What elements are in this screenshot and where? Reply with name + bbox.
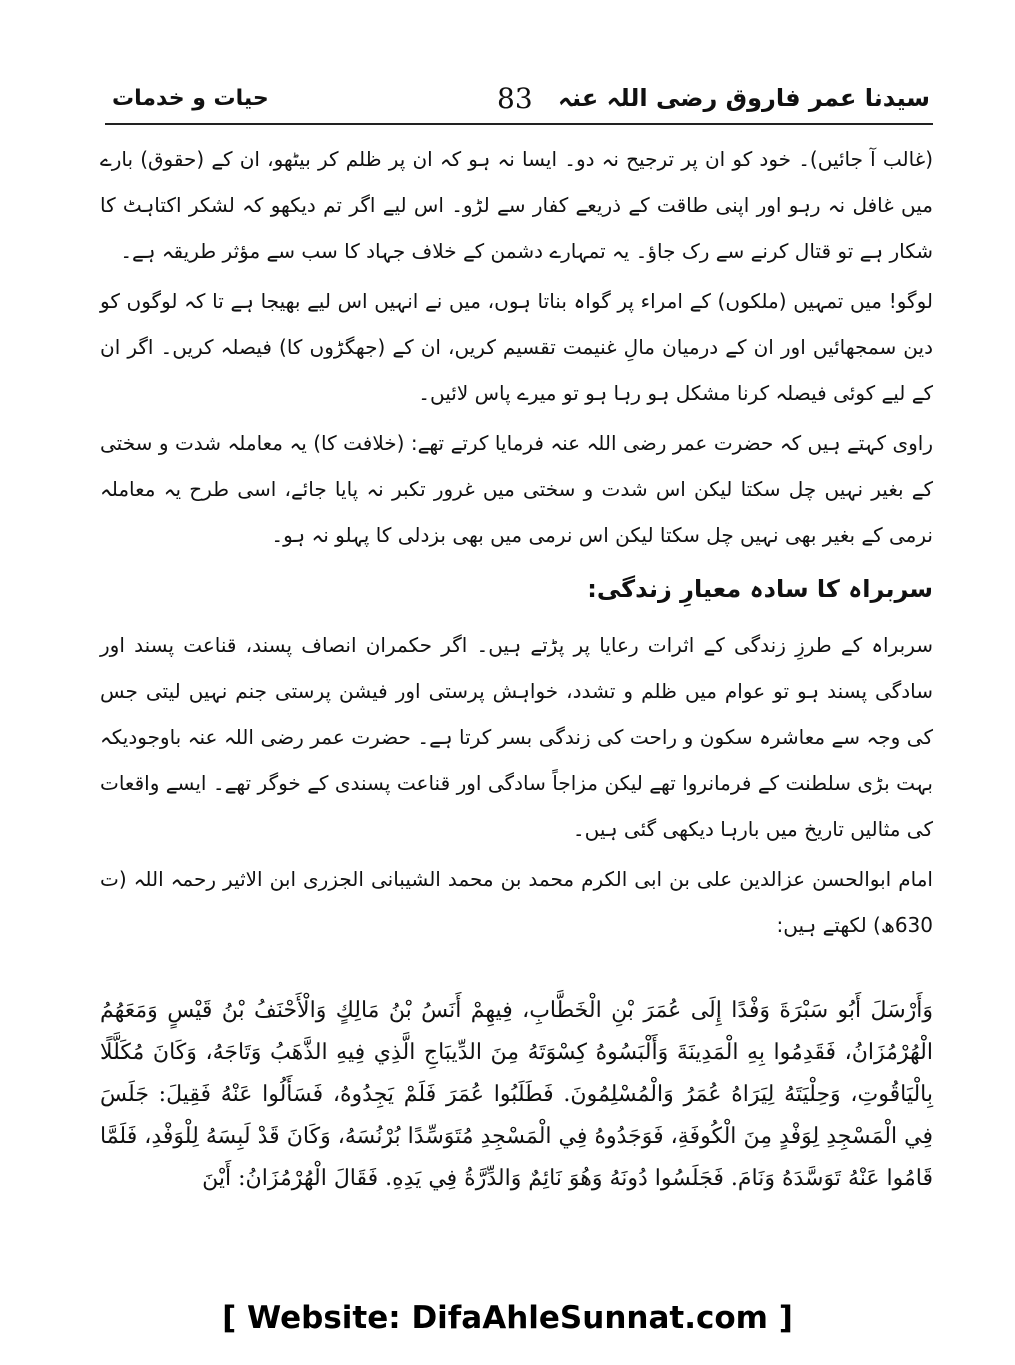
paragraph: لوگو! میں تمہیں (ملکوں) کے امراء پر گواہ بناتا ہوں، میں نے انہیں اس لیے بھیجا ہے تا کہ لوگوں کو دین سمجھائیں اور ان کے درمیان مالِ غنیمت تقسیم کریں، ان کے (جھگڑوں کا) فیصلہ کریں۔ اگر ان کے لیے کوئی فیصلہ کرنا مشکل ہو رہا ہو تو میرے پاس لائیں۔ bbox=[100, 289, 933, 405]
running-header bbox=[112, 78, 930, 118]
paragraph: راوی کہتے ہیں کہ حضرت عمر رضی اللہ عنہ فرمایا کرتے تھے: (خلافت کا) یہ معاملہ شدت و سختی کے بغیر نہیں چل سکتا لیکن اس شدت و سختی میں غرور تکبر نہ پایا جائے، اسی طرح یہ معاملہ نرمی کے بغیر بھی نہیں چل سکتا لیکن اس نرمی میں بھی بزدلی کا پہلو نہ ہو۔ bbox=[100, 431, 933, 547]
paragraph: امام ابوالحسن عزالدین علی بن ابی الکرم محمد بن محمد الشیبانی الجزری ابن الاثیر رحمہ اللہ (ت 630ھ) لکھتے ہیں: bbox=[100, 867, 933, 937]
section-heading: سربراہ کا سادہ معیارِ زندگی: bbox=[587, 575, 933, 603]
book-title: سیدنا عمر فاروق رضی اللہ عنہ bbox=[557, 84, 930, 112]
chapter-title: حیات و خدمات bbox=[112, 86, 269, 111]
paragraph: سربراہ کے طرزِ زندگی کے اثرات رعایا پر پڑتے ہیں۔ اگر حکمران انصاف پسند، قناعت پسند اور سادگی پسند ہو تو عوام میں ظلم و تشدد، خواہش پرستی اور فیشن پرستی جنم نہیں لیتی جس کی وجہ سے معاشرہ سکون و راحت کی زندگی بسر کرتا ہے۔ حضرت عمر رضی اللہ عنہ باوجودیکہ بہت بڑی سلطنت کے فرمانروا تھے لیکن مزاجاً سادگی اور قناعت پسندی کے خوگر تھے۔ ایسے واقعات کی مثالیں تاریخ میں بارہا دیکھی گئی ہیں۔ bbox=[100, 633, 933, 841]
body-text bbox=[100, 136, 933, 952]
website-footer: [ Website: DifaAhleSunnat.com ] bbox=[222, 1300, 793, 1336]
paragraph: (غالب آ جائیں)۔ خود کو ان پر ترجیح نہ دو۔ ایسا نہ ہو کہ ان پر ظلم کر بیٹھو، ان کے (حقوق) بارے میں غافل نہ رہو اور اپنی طاقت کے ذریعے کفار سے لڑو۔ اس لیے اگر تم دیکھو کہ لشکر اکتاہٹ کا شکار ہے تو قتال کرنے سے رک جاؤ۔ یہ تمہارے دشمن کے خلاف جہاد کا سب سے مؤثر طریقہ ہے۔ bbox=[100, 147, 934, 263]
page-number: 83 bbox=[497, 82, 533, 115]
header-rule bbox=[105, 123, 933, 125]
arabic-quote: وَأَرْسَلَ أَبُو سَبْرَةَ وَفْدًا إِلَى عُمَرَ بْنِ الْخَطَّابِ، فِيهِمْ أَنَسُ بْنُ مَالِكٍ وَالْأَحْنَفُ بْنُ قَيْسٍ وَمَعَهُمُ الْهُرْمُزَانُ، فَقَدِمُوا بِهِ الْمَدِينَةَ وَأَلْبَسُوهُ كِسْوَتَهُ مِنَ الدِّيبَاجِ الَّذِي فِيهِ الذَّهَبُ وَتَاجَهُ، وَكَانَ مُكَلَّلًا بِالْيَاقُوتِ، وَحِلْيَتَهُ لِيَرَاهُ عُمَرُ وَالْمُسْلِمُونَ. فَطَلَبُوا عُمَرَ فَلَمْ يَجِدُوهُ، فَسَأَلُوا عَنْهُ فَقِيلَ: جَلَسَ فِي الْمَسْجِدِ لِوَفْدٍ مِنَ الْكُوفَةِ، فَوَجَدُوهُ فِي الْمَسْجِدِ مُتَوَسِّدًا بُرْنُسَهُ، وَكَانَ قَدْ لَبِسَهُ لِلْوَفْدِ، فَلَمَّا قَامُوا عَنْهُ تَوَسَّدَهُ وَنَامَ. فَجَلَسُوا دُونَهُ وَهُوَ نَائِمٌ وَالدِّرَّةُ فِي يَدِهِ. فَقَالَ الْهُرْمُزَانُ: أَيْنَ bbox=[100, 998, 933, 1191]
